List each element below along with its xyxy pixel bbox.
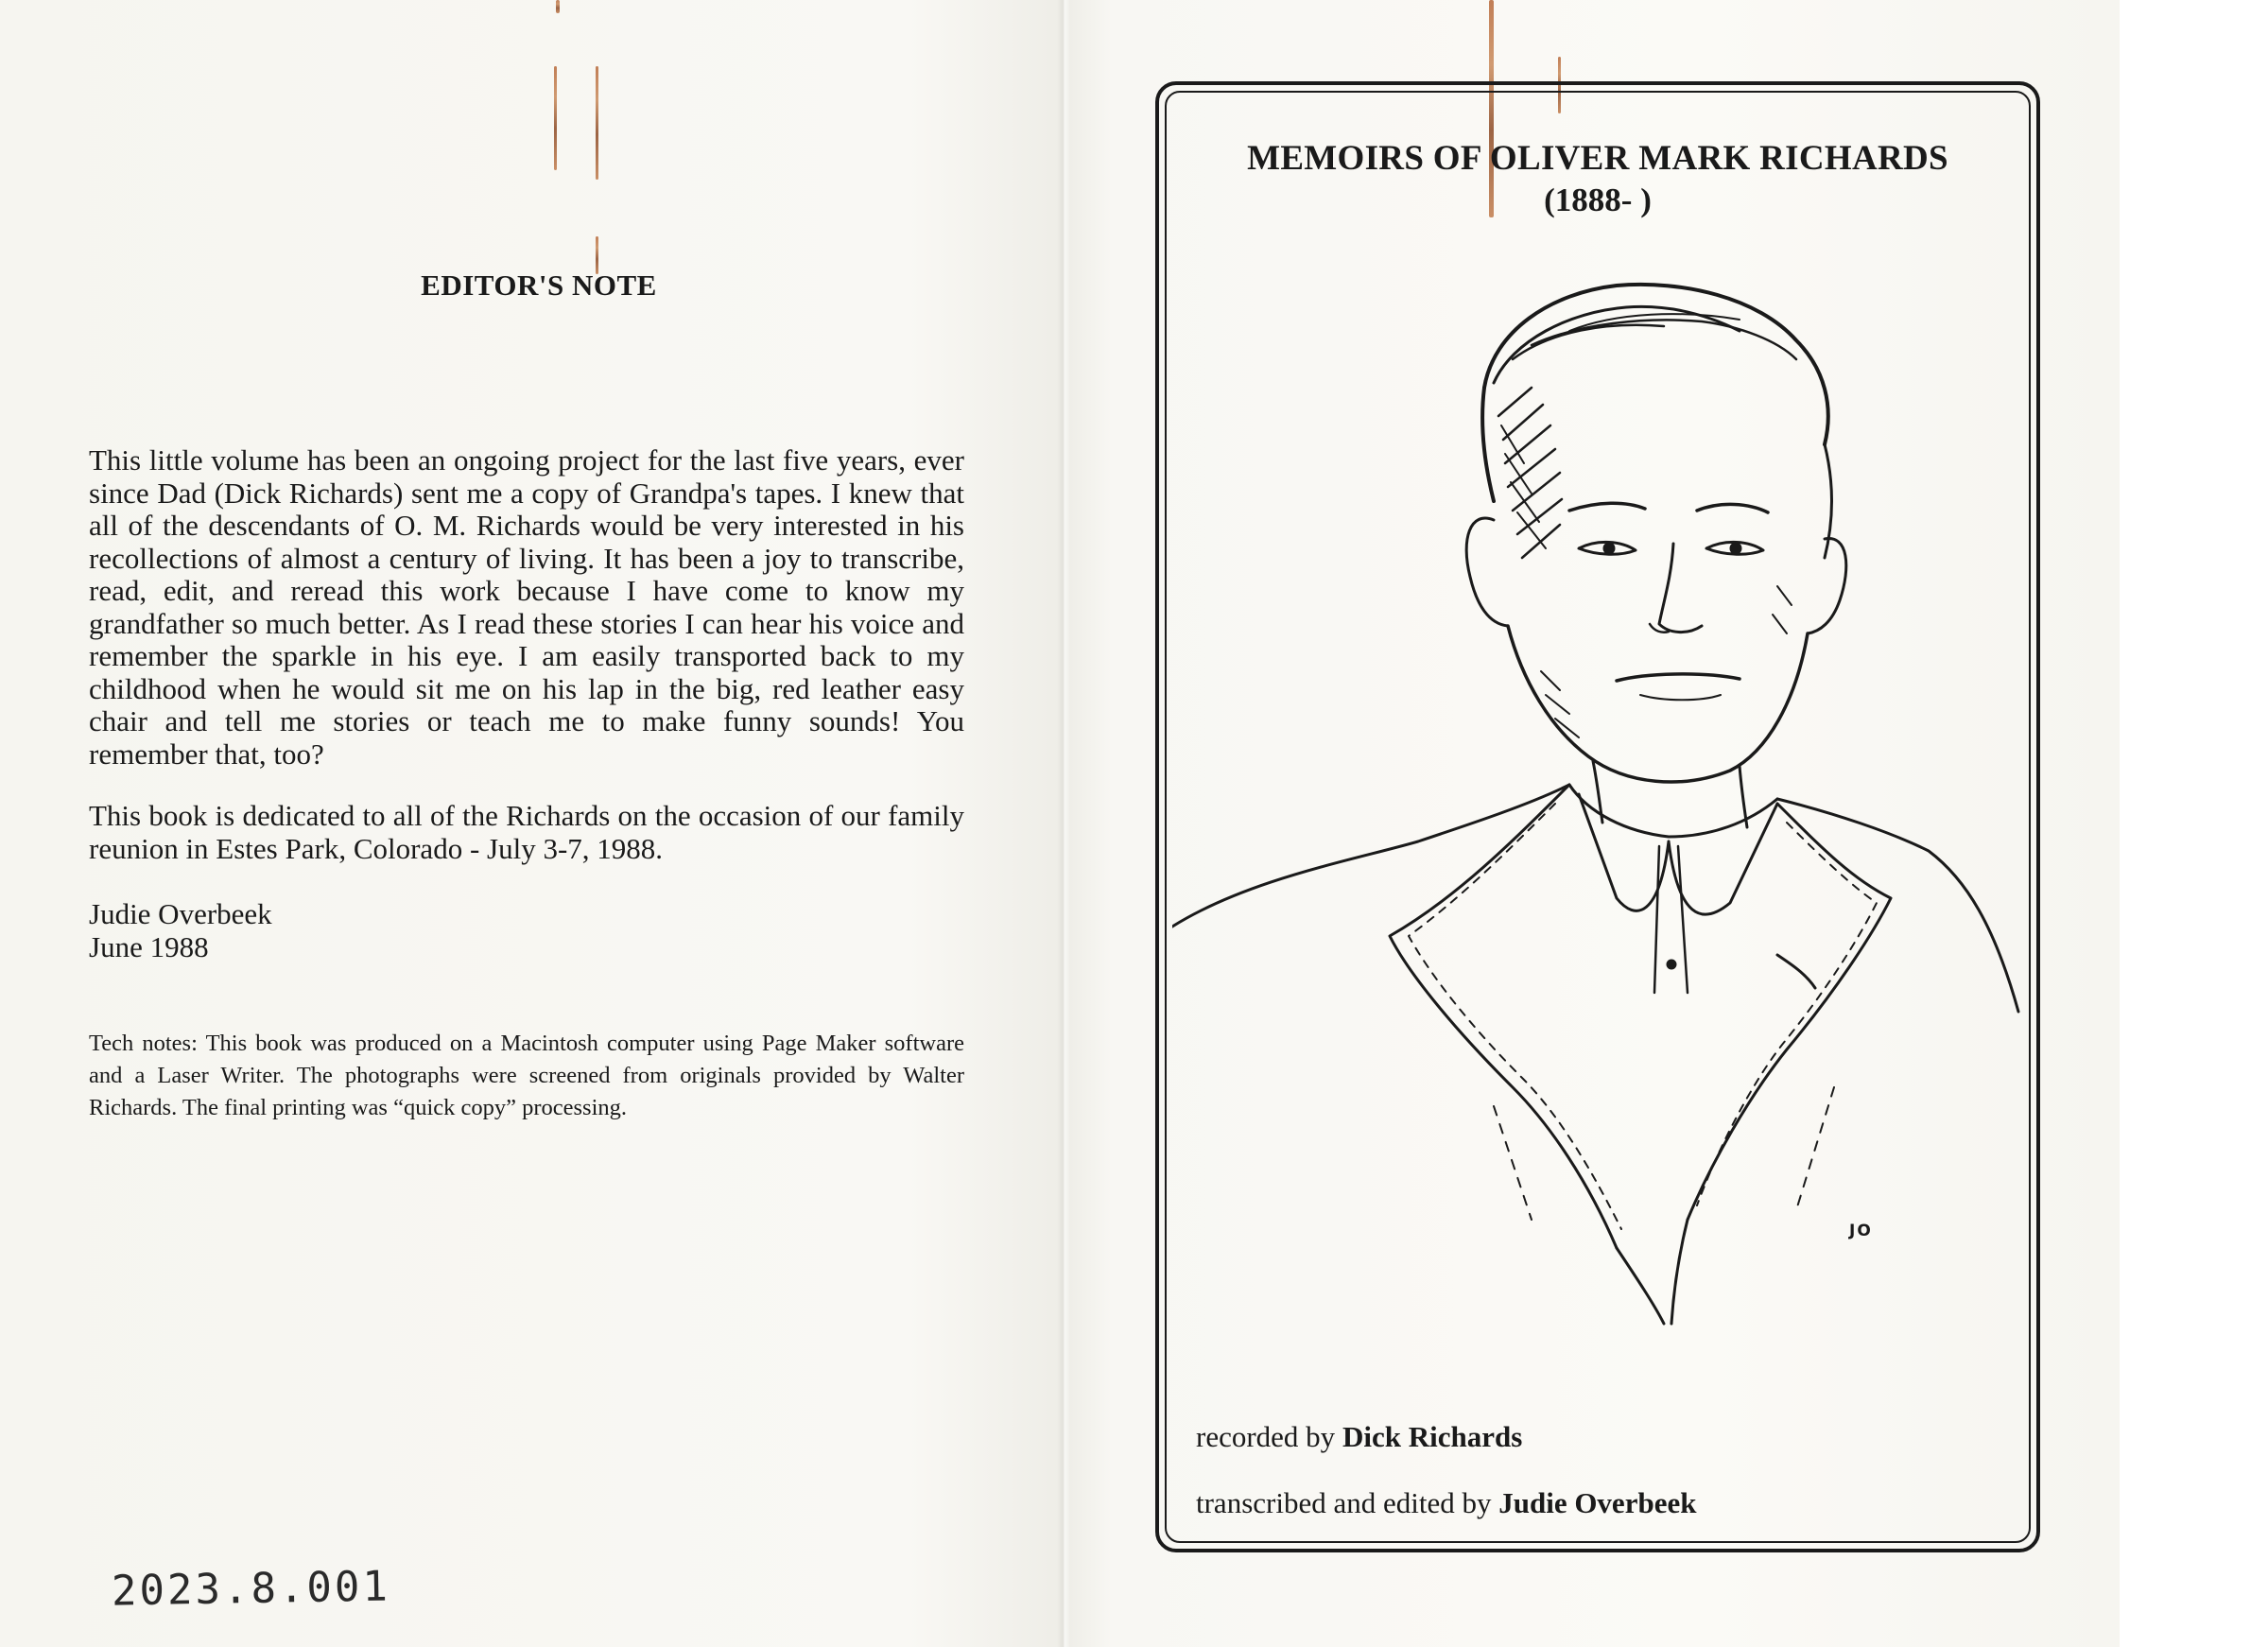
signature-name: Judie Overbeek (89, 897, 272, 930)
signature-block (89, 898, 272, 963)
memoir-years: (1888- ) (1544, 182, 1652, 218)
transcribed-by-name: Judie Overbeek (1498, 1486, 1697, 1519)
memoir-title: MEMOIRS OF OLIVER MARK RICHARDS (1247, 139, 1948, 178)
recorded-by-credit (1196, 1420, 1522, 1454)
recorded-by-name: Dick Richards (1342, 1420, 1523, 1453)
portrait-drawing (1172, 274, 2023, 1343)
dedication-paragraph: This book is dedicated to all of the Richards on the occasion of our family reunion in Estes Park, Colorado - July 3-7, 1988. (89, 799, 964, 865)
center-fold (1057, 0, 1070, 1647)
tech-notes: Tech notes: This book was produced on a Macintosh computer using Page Maker software and a Laser Writer. The photographs were screened from originals provided by Walter Richards. The final printing was “quick copy” processing. (89, 1031, 964, 1120)
signature-date: June 1988 (89, 929, 209, 963)
accession-number-handwritten: 2023.8.001 (111, 1562, 391, 1616)
editors-note-heading: EDITOR'S NOTE (421, 269, 657, 302)
artist-initials: JO (1849, 1222, 1873, 1240)
staple-mark-left-upper (554, 66, 557, 170)
transcribed-by-credit (1196, 1486, 1696, 1520)
scan-background-edge (2120, 0, 2268, 1647)
recorded-by-label: recorded by (1196, 1420, 1342, 1453)
transcribed-by-label: transcribed and edited by (1196, 1486, 1499, 1519)
editors-note-paragraph-1: This little volume has been an ongoing project for the last five years, ever since Dad (Dick Richards) sent me a copy of Grandpa's tapes. I knew that all of the descendants of O. M. Richards would be very interested in his recollections of almost a century of living. It has been a joy to transcribe, read, edit, and reread this work because I have come to know my grandfather so much better. As I read these stories I can hear his voice and remember the sparkle in his eye. I am easily transported back to my childhood when he would sit me on his lap in the big, red leather easy chair and tell me stories or teach me to make funny sounds! You remember that, too? (89, 443, 964, 771)
staple-mark-left-lower (596, 66, 598, 180)
staple-mark-top (556, 0, 560, 13)
